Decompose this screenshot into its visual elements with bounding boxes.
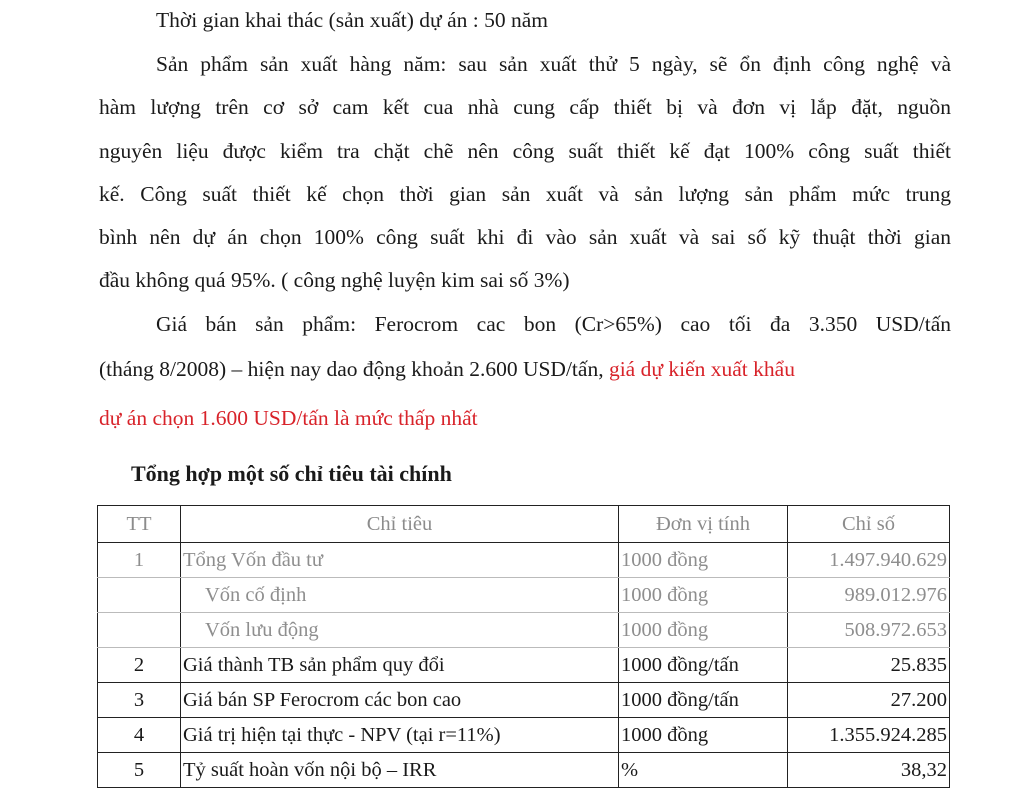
cell-value: 508.972.653 <box>788 613 950 648</box>
price-highlight: dự án chọn 1.600 USD/tấn là mức thấp nhất <box>99 406 478 430</box>
price-highlight: giá dự kiến xuất khẩu <box>608 357 795 381</box>
cell-unit: % <box>619 753 788 788</box>
cell-tt <box>98 613 181 648</box>
cell-unit: 1000 đồng <box>619 578 788 613</box>
products-paragraph-line: kế. Công suất thiết kế chọn thời gian sản xuất và sản lượng sản phẩm mức trung <box>99 182 951 206</box>
products-paragraph-line: Sản phẩm sản xuất hàng năm: sau sản xuất thử 5 ngày, sẽ ổn định công nghệ và <box>156 52 951 76</box>
cell-value: 1.497.940.629 <box>788 543 950 578</box>
header-value: Chỉ số <box>788 506 950 543</box>
cell-indicator: Vốn lưu động <box>181 613 619 648</box>
header-unit: Đơn vị tính <box>619 506 788 543</box>
cell-tt: 1 <box>98 543 181 578</box>
price-text: (tháng 8/2008) – hiện nay dao động khoản 2.600 USD/tấn, <box>99 357 604 381</box>
table-row <box>98 578 950 613</box>
cell-tt: 2 <box>98 648 181 683</box>
cell-value: 989.012.976 <box>788 578 950 613</box>
table-title: Tổng hợp một số chỉ tiêu tài chính <box>131 461 452 486</box>
table-row <box>98 613 950 648</box>
duration-line: Thời gian khai thác (sản xuất) dự án : 50 năm <box>156 8 548 32</box>
cell-tt: 3 <box>98 683 181 718</box>
cell-indicator: Giá bán SP Ferocrom các bon cao <box>181 683 619 718</box>
cell-value: 25.835 <box>788 648 950 683</box>
cell-indicator: Giá trị hiện tại thực - NPV (tại r=11%) <box>181 718 619 753</box>
table-row <box>98 683 950 718</box>
header-indicator: Chỉ tiêu <box>181 506 619 543</box>
table-row <box>98 543 950 578</box>
cell-value: 38,32 <box>788 753 950 788</box>
cell-unit: 1000 đồng/tấn <box>619 648 788 683</box>
financial-indicators-table <box>97 505 950 788</box>
cell-indicator: Giá thành TB sản phẩm quy đổi <box>181 648 619 683</box>
price-paragraph-line <box>99 355 795 383</box>
header-tt: TT <box>98 506 181 543</box>
table-header-row <box>98 506 950 543</box>
table-row <box>98 753 950 788</box>
cell-value: 1.355.924.285 <box>788 718 950 753</box>
cell-indicator: Tổng Vốn đầu tư <box>181 543 619 578</box>
price-paragraph-line: Giá bán sản phẩm: Ferocrom cac bon (Cr>65%) cao tối đa 3.350 USD/tấn <box>156 312 951 336</box>
table-row <box>98 648 950 683</box>
cell-unit: 1000 đồng <box>619 613 788 648</box>
cell-tt: 4 <box>98 718 181 753</box>
products-paragraph-line: hàm lượng trên cơ sở cam kết cua nhà cung cấp thiết bị và đơn vị lắp đặt, nguồn <box>99 95 951 119</box>
cell-unit: 1000 đồng <box>619 543 788 578</box>
cell-value: 27.200 <box>788 683 950 718</box>
products-paragraph-line: nguyên liệu được kiểm tra chặt chẽ nên công suất thiết kế đạt 100% công suất thiết <box>99 139 951 163</box>
cell-indicator: Vốn cố định <box>181 578 619 613</box>
cell-unit: 1000 đồng/tấn <box>619 683 788 718</box>
cell-tt: 5 <box>98 753 181 788</box>
cell-unit: 1000 đồng <box>619 718 788 753</box>
products-paragraph-line: đầu không quá 95%. ( công nghệ luyện kim sai số 3%) <box>99 268 570 292</box>
products-paragraph-line: bình nên dự án chọn 100% công suất khi đi vào sản xuất và sai số kỹ thuật thời gian <box>99 225 951 249</box>
table-row <box>98 718 950 753</box>
cell-tt <box>98 578 181 613</box>
cell-indicator: Tỷ suất hoàn vốn nội bộ – IRR <box>181 753 619 788</box>
